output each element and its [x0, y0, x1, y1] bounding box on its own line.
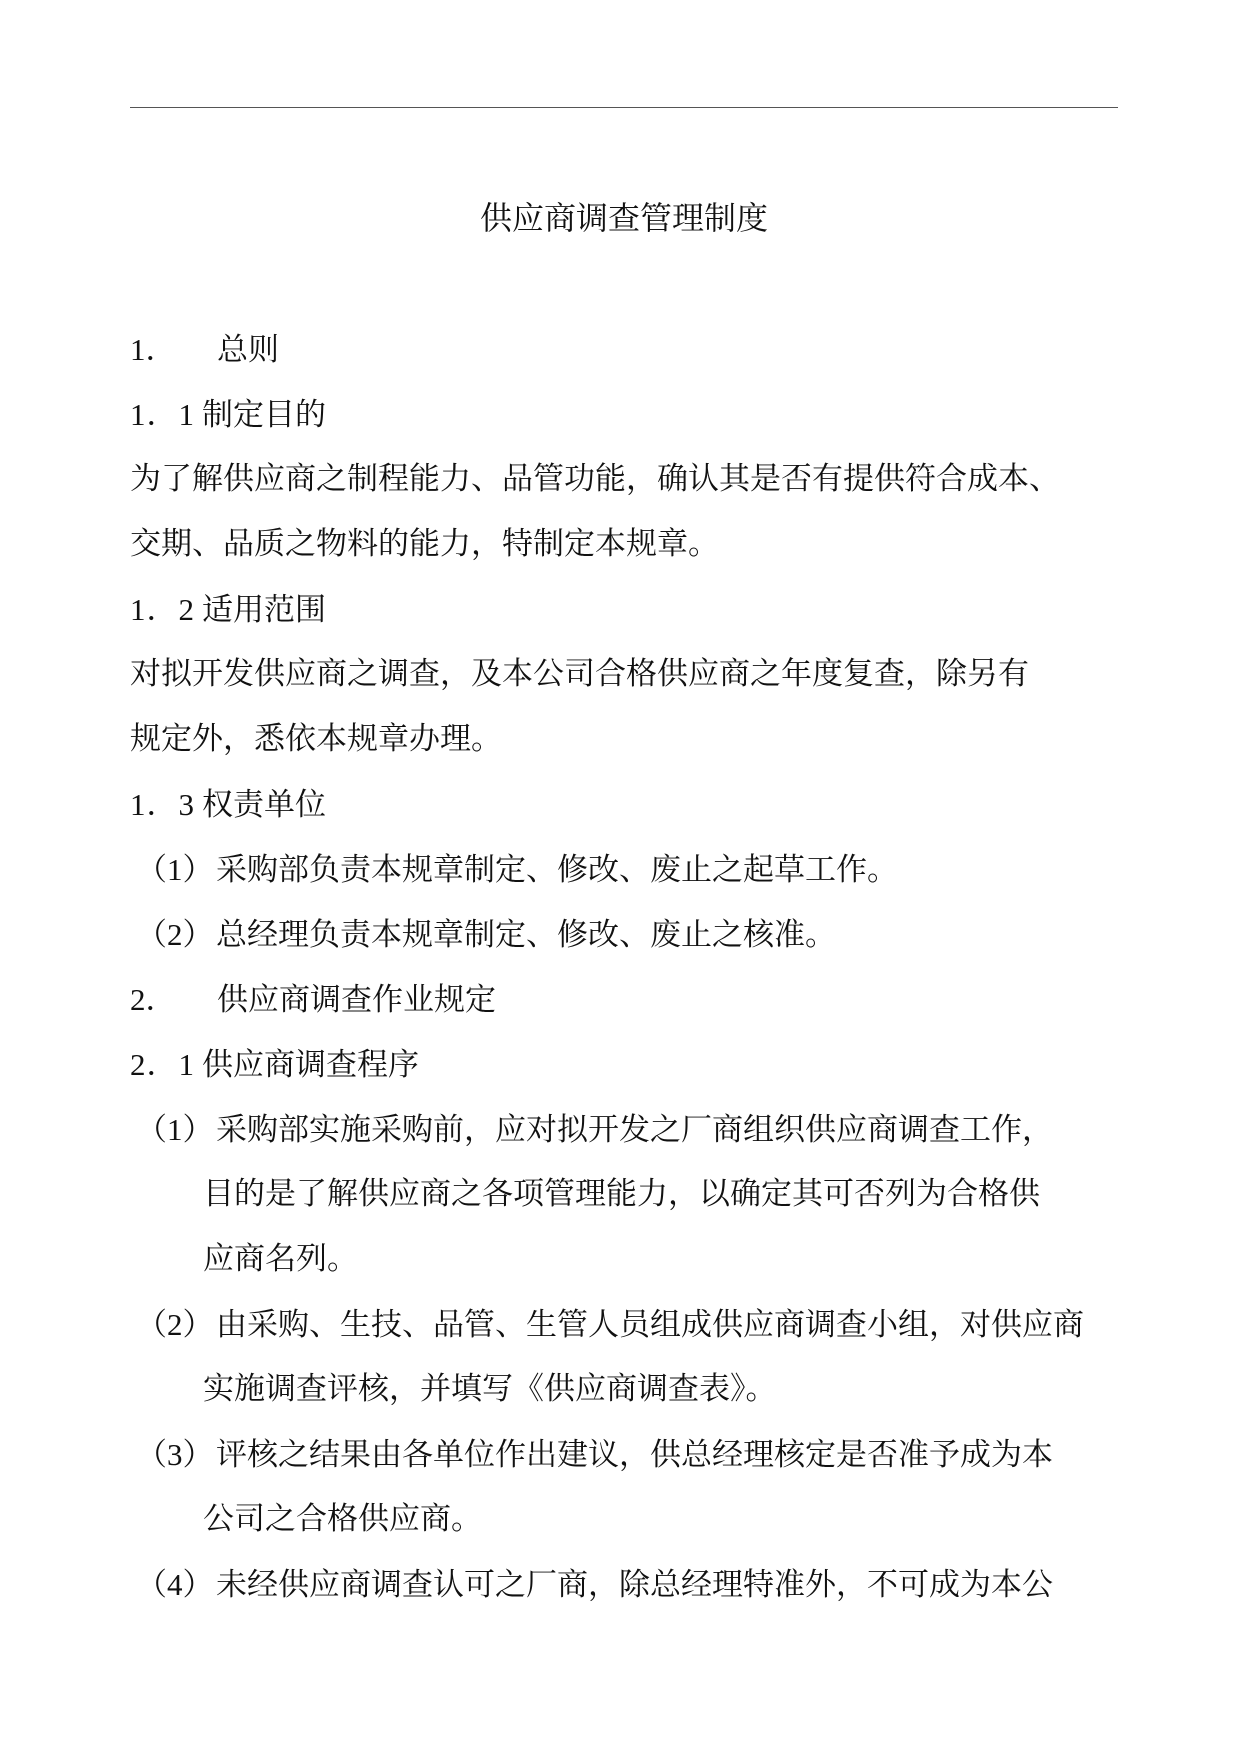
list-item-text: 未经供应商调查认可之厂商，除总经理特准外，不可成为本公: [216, 1567, 1053, 1603]
paragraph-line: 交期、品质之物料的能力，特制定本规章。: [130, 526, 719, 562]
section-title: 供应商调查作业规定: [217, 982, 496, 1018]
subsection-title: 适用范围: [202, 592, 326, 628]
document-body: [130, 317, 1118, 1617]
section-number: 1．: [130, 332, 177, 367]
header-rule: [130, 107, 1118, 108]
list-item-number: （1）: [136, 852, 214, 887]
list-item: [130, 1422, 1118, 1487]
section-heading: [130, 967, 1118, 1032]
subsection-number: 1．2: [130, 592, 195, 627]
list-item-text: 总经理负责本规章制定、修改、废止之核准。: [216, 917, 836, 953]
subsection-number: 1．1: [130, 397, 195, 432]
section-number: 2．: [130, 982, 177, 1017]
list-item-text: 采购部实施采购前，应对拟开发之厂商组织供应商调查工作，: [216, 1112, 1053, 1148]
paragraph-line: 对拟开发供应商之调查，及本公司合格供应商之年度复查，除另有: [130, 656, 1029, 692]
list-item-number: （4）: [136, 1567, 214, 1602]
list-item: [130, 1552, 1118, 1617]
list-item-number: （2）: [136, 917, 214, 952]
list-item-text: 由采购、生技、品管、生管人员组成供应商调查小组，对供应商: [216, 1307, 1084, 1343]
list-item-number: （2）: [136, 1307, 214, 1342]
document-title: 供应商调查管理制度: [479, 199, 768, 237]
section-heading: [130, 317, 1118, 382]
subsection-heading: [130, 382, 1118, 447]
list-item-number: （1）: [136, 1112, 214, 1147]
list-item-continuation: 目的是了解供应商之各项管理能力，以确定其可否列为合格供: [203, 1176, 1040, 1212]
list-item-continuation: 实施调查评核，并填写《供应商调查表》。: [203, 1371, 777, 1407]
section-title: 总则: [217, 332, 279, 368]
subsection-number: 2．1: [130, 1047, 195, 1082]
subsection-title: 制定目的: [202, 397, 326, 433]
list-item: [130, 837, 1118, 902]
subsection-number: 1．3: [130, 787, 195, 822]
list-item-text: 采购部负责本规章制定、修改、废止之起草工作。: [216, 852, 898, 888]
subsection-heading: [130, 577, 1118, 642]
subsection-heading: [130, 1032, 1118, 1097]
list-item-continuation: 公司之合格供应商。: [203, 1501, 482, 1537]
subsection-title: 权责单位: [202, 787, 326, 823]
list-item-number: （3）: [136, 1437, 214, 1472]
subsection-title: 供应商调查程序: [202, 1047, 419, 1083]
list-item: [130, 1292, 1118, 1357]
paragraph-line: 规定外，悉依本规章办理。: [130, 721, 502, 757]
subsection-heading: [130, 772, 1118, 837]
list-item-continuation: 应商名列。: [203, 1241, 358, 1277]
list-item: [130, 1097, 1118, 1162]
list-item: [130, 902, 1118, 967]
paragraph-line: 为了解供应商之制程能力、品管功能，确认其是否有提供符合成本、: [130, 461, 1060, 497]
list-item-text: 评核之结果由各单位作出建议，供总经理核定是否准予成为本: [216, 1437, 1053, 1473]
